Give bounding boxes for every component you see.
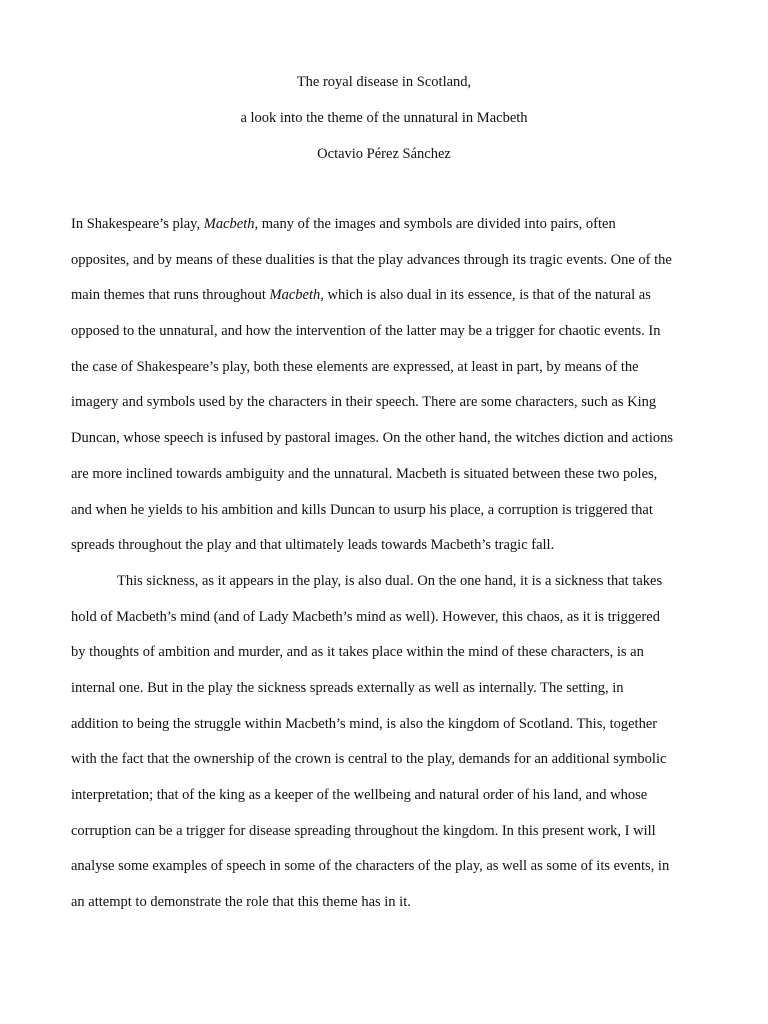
paragraph-line: opposites, and by means of these dualities is that the play advances through its tragic events. One of the <box>71 251 672 268</box>
paragraph-line: hold of Macbeth’s mind (and of Lady Macbeth’s mind as well). However, this chaos, as it is triggered <box>71 608 660 625</box>
paragraph-line: internal one. But in the play the sickness spreads externally as well as internally. The setting, in <box>71 679 624 696</box>
essay-author: Octavio Pérez Sánchez <box>317 146 451 162</box>
play-title-italic: Macbeth <box>203 216 255 232</box>
paragraph-line: In Shakespeare’s play, Macbeth, many of the images and symbols are divided into pairs, often <box>71 216 616 232</box>
paragraph-line: addition to being the struggle within Macbeth’s mind, is also the kingdom of Scotland. This, together <box>71 715 658 732</box>
paragraph-line: main themes that runs throughout Macbeth, which is also dual in its essence, is that of the natural as <box>71 287 651 304</box>
paragraph-line: by thoughts of ambition and murder, and as it takes place within the mind of these characters, is an <box>71 644 644 661</box>
paragraph-1 <box>71 207 701 564</box>
paragraph-line: imagery and symbols used by the characters in their speech. There are some characters, such as King <box>71 394 657 411</box>
paragraph-2 <box>71 564 701 921</box>
paragraph-line: and when he yields to his ambition and kills Duncan to usurp his place, a corruption is triggered that <box>71 501 653 518</box>
paragraph-line: an attempt to demonstrate the role that this theme has in it. <box>71 894 411 911</box>
paragraph-line: interpretation; that of the king as a keeper of the wellbeing and natural order of his land, and whose <box>71 787 648 803</box>
paragraph-line: analyse some examples of speech in some of the characters of the play, as well as some of its events, in <box>71 858 670 875</box>
paragraph-line: the case of Shakespeare’s play, both these elements are expressed, at least in part, by means of the <box>71 358 639 375</box>
paragraph-line: Duncan, whose speech is infused by pastoral images. On the other hand, the witches diction and actions <box>71 430 673 447</box>
paragraph-line: opposed to the unnatural, and how the intervention of the latter may be a trigger for chaotic events. In <box>71 323 661 340</box>
paragraph-line: are more inclined towards ambiguity and the unnatural. Macbeth is situated between these two poles, <box>71 465 658 482</box>
paragraph-line: with the fact that the ownership of the crown is central to the play, demands for an additional symbolic <box>71 751 667 768</box>
paragraph-line: corruption can be a trigger for disease spreading throughout the kingdom. In this present work, I will <box>71 822 656 839</box>
play-title-italic: Macbeth <box>269 287 321 304</box>
essay-title: The royal disease in Scotland, <box>296 74 472 90</box>
essay-body <box>71 207 701 921</box>
paragraph-line: spreads throughout the play and that ultimately leads towards Macbeth’s tragic fall. <box>71 537 555 554</box>
essay-subtitle: a look into the theme of the unnatural in Macbeth <box>240 110 528 126</box>
paragraph-line: This sickness, as it appears in the play, is also dual. On the one hand, it is a sickness that takes <box>117 572 663 589</box>
